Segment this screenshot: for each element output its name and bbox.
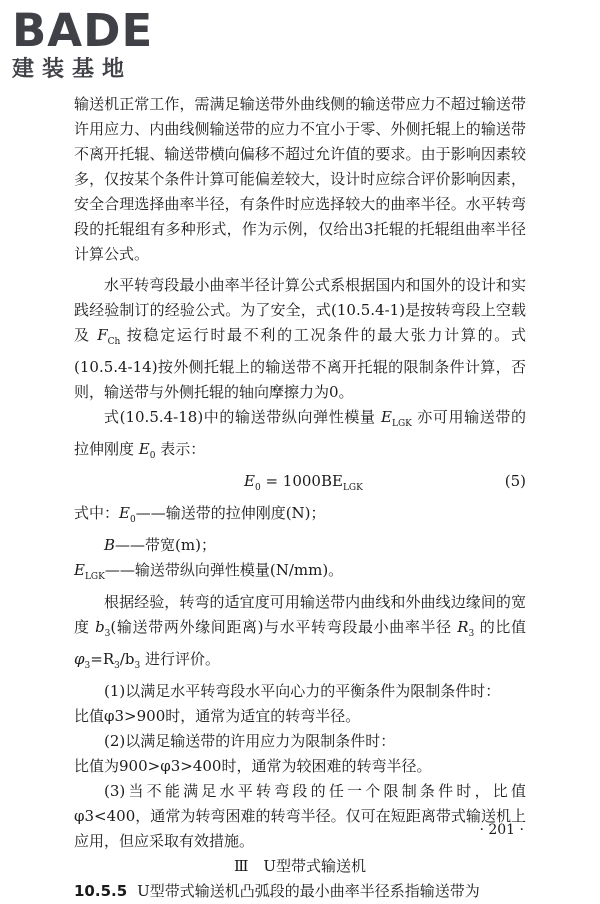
paragraph-3: 式(10.5.4-18)中的输送带纵向弹性模量 $E_{LGK}$ 亦可用输送带的拉伸刚度 $E_0$ 表示： [74,408,526,461]
page-body [74,92,526,904]
definition-e0: 式中：$E_0——$输送带的拉伸刚度(N)； [74,504,326,525]
page-number: · 201 · [479,822,524,838]
item-2-result: 比值为900>φ3>400时，通常为较困难的转弯半径。 [74,757,432,775]
equation-number: (5) [504,472,526,490]
item-1: (1)以满足水平转弯段水平向心力的平衡条件为限制条件时： [104,682,501,700]
paragraph-1: 输送机正常工作，需满足输送带外曲线侧的输送带应力不超过输送带许用应力、内曲线侧输送带的应力不宜小于零、外侧托辊上的输送带不离开托辊、输送带横向偏移不超过允许值的要求。由于影响因素较多，仅按某个条件计算可能偏差较大，设计时应综合评价影响因素，安全合理选择曲率半径，有条件时应选择较大的曲率半径。水平转弯段的托辊组有多种形式，作为示例，仅给出3托辊的托辊组曲率半径计算公式。 [74,95,526,263]
logo-text: BADE [12,4,154,57]
paragraph-4: 根据经验，转弯的适宜度可用输送带内曲线和外曲线边缘间的宽度 $b_3$(输送带两外缘间距离)与水平转弯段最小曲率半径 $R_3$ 的比值 $\varphi_3=R_3/b_3$ 进行评价。 [74,593,526,671]
definition-b: B——带宽(m)； [104,536,216,554]
clause-10-5-5: 10.5.5 U型带式输送机凸弧段的最小曲率半径系指输送带为 [74,882,480,900]
item-2: (2)以满足输送带的许用应力为限制条件时： [104,732,396,750]
equation-5: $E_0 = 1000BE_{LGK}$ (5) [74,469,526,501]
paragraph-2: 水平转弯段最小曲率半径计算公式系根据国内和国外的设计和实践经验制订的经验公式。为了安全，式(10.5.4-1)是按转弯段上空载及 $F_{Ch}$ 按稳定运行时最不利的工况条件的最大张力计算的。式(10.5.4-14)按外侧托辊上的输送带不离开托辊的限制条件计算，否则，输送带与外侧托辊的轴向摩擦力为0。 [74,276,526,401]
logo-subtitle: 建装基地 [12,57,133,82]
item-3: (3)当不能满足水平转弯段的任一个限制条件时，比值φ3<400，通常为转弯困难的转弯半径。仅可在短距离带式输送机上应用，但应采取有效措施。 [74,782,526,850]
section-heading: Ⅲ U型带式输送机 [233,857,367,875]
definition-elgk: $E_{LGK}——$输送带纵向弹性模量(N/mm)。 [74,561,344,582]
item-1-result: 比值φ3>900时，通常为适宜的转弯半径。 [74,707,361,725]
bade-logo [12,4,182,86]
